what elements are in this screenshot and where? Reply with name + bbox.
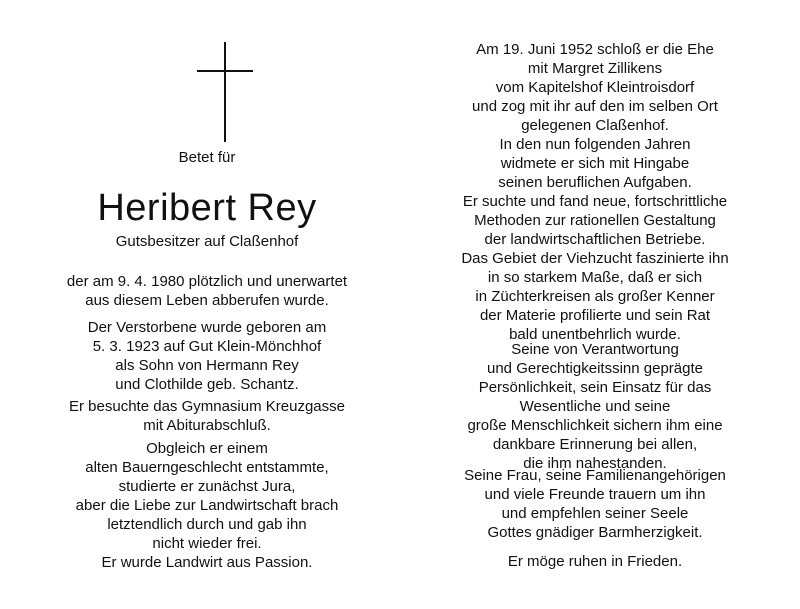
paragraph-marriage: [410, 40, 780, 344]
cross-icon: [197, 42, 253, 142]
text-line: Er suchte und fand neue, fortschrittliche: [462, 193, 728, 210]
deceased-name: Heribert Rey: [97, 187, 317, 229]
text-line: Methoden zur rationellen Gestaltung: [474, 212, 716, 229]
paragraph-death: [22, 272, 392, 310]
text-line: seinen beruflichen Aufgaben.: [498, 174, 692, 191]
prayer-prefix: Betet für: [178, 149, 236, 166]
text-line: aber die Liebe zur Landwirtschaft brach: [75, 497, 339, 514]
text-line: 5. 3. 1923 auf Gut Klein-Mönchhof: [92, 338, 322, 355]
paragraph-closing: [410, 552, 780, 571]
text-line: der landwirtschaftlichen Betriebe.: [484, 231, 706, 248]
paragraph-mourners: [410, 466, 780, 542]
text-line: und empfehlen seiner Seele: [501, 505, 689, 522]
text-line: bald unentbehrlich wurde.: [509, 326, 681, 343]
text-line: letztendlich durch und gab ihn: [107, 516, 307, 533]
text-line: Er besuchte das Gymnasium Kreuzgasse: [69, 398, 345, 415]
text-line: Persönlichkeit, sein Einsatz für das: [478, 379, 712, 396]
text-line: mit Margret Zillikens: [527, 60, 663, 77]
text-line: Das Gebiet der Viehzucht faszinierte ihn: [461, 250, 729, 267]
text-line: und Clothilde geb. Schantz.: [115, 376, 299, 393]
deceased-title: Gutsbesitzer auf Claßenhof: [115, 233, 299, 250]
text-line: alten Bauerngeschlecht entstammte,: [85, 459, 329, 476]
text-line: und zog mit ihr auf den im selben Ort: [472, 98, 718, 115]
text-line: Gottes gnädiger Barmherzigkeit.: [487, 524, 703, 541]
text-line: und Gerechtigkeitssinn geprägte: [487, 360, 703, 377]
text-line: Er wurde Landwirt aus Passion.: [101, 554, 313, 571]
text-line: der am 9. 4. 1980 plötzlich und unerwartet: [66, 273, 348, 290]
text-line: In den nun folgenden Jahren: [499, 136, 691, 153]
text-line: gelegenen Claßenhof.: [521, 117, 669, 134]
text-line: Am 19. Juni 1952 schloß er die Ehe: [476, 41, 714, 58]
text-line: und viele Freunde trauern um ihn: [484, 486, 706, 503]
text-line: Wesentliche und seine: [519, 398, 671, 415]
text-line: Seine Frau, seine Familienangehörigen: [464, 467, 726, 484]
paragraph-birth: [22, 318, 392, 394]
text-line: nicht wieder frei.: [152, 535, 262, 552]
text-line: in so starkem Maße, daß er sich: [487, 269, 703, 286]
text-line: Er möge ruhen in Frieden.: [507, 553, 683, 570]
text-line: vom Kapitelshof Kleintroisdorf: [495, 79, 695, 96]
text-line: widmete er sich mit Hingabe: [500, 155, 690, 172]
paragraph-career: [22, 439, 392, 572]
paragraph-personality: [410, 340, 780, 473]
paragraph-school: [22, 397, 392, 435]
text-line: Obgleich er einem: [146, 440, 268, 457]
text-line: studierte er zunächst Jura,: [118, 478, 296, 495]
text-line: aus diesem Leben abberufen wurde.: [85, 292, 329, 309]
text-line: in Züchterkreisen als großer Kenner: [475, 288, 715, 305]
text-line: dankbare Erinnerung bei allen,: [492, 436, 698, 453]
text-line: Der Verstorbene wurde geboren am: [87, 319, 327, 336]
text-line: als Sohn von Hermann Rey: [115, 357, 299, 374]
text-line: die ihm nahestanden.: [523, 455, 667, 472]
text-line: mit Abiturabschluß.: [143, 417, 271, 434]
text-line: Seine von Verantwortung: [511, 341, 679, 358]
text-line: große Menschlichkeit sichern ihm eine: [467, 417, 723, 434]
text-line: der Materie profilierte und sein Rat: [479, 307, 711, 324]
